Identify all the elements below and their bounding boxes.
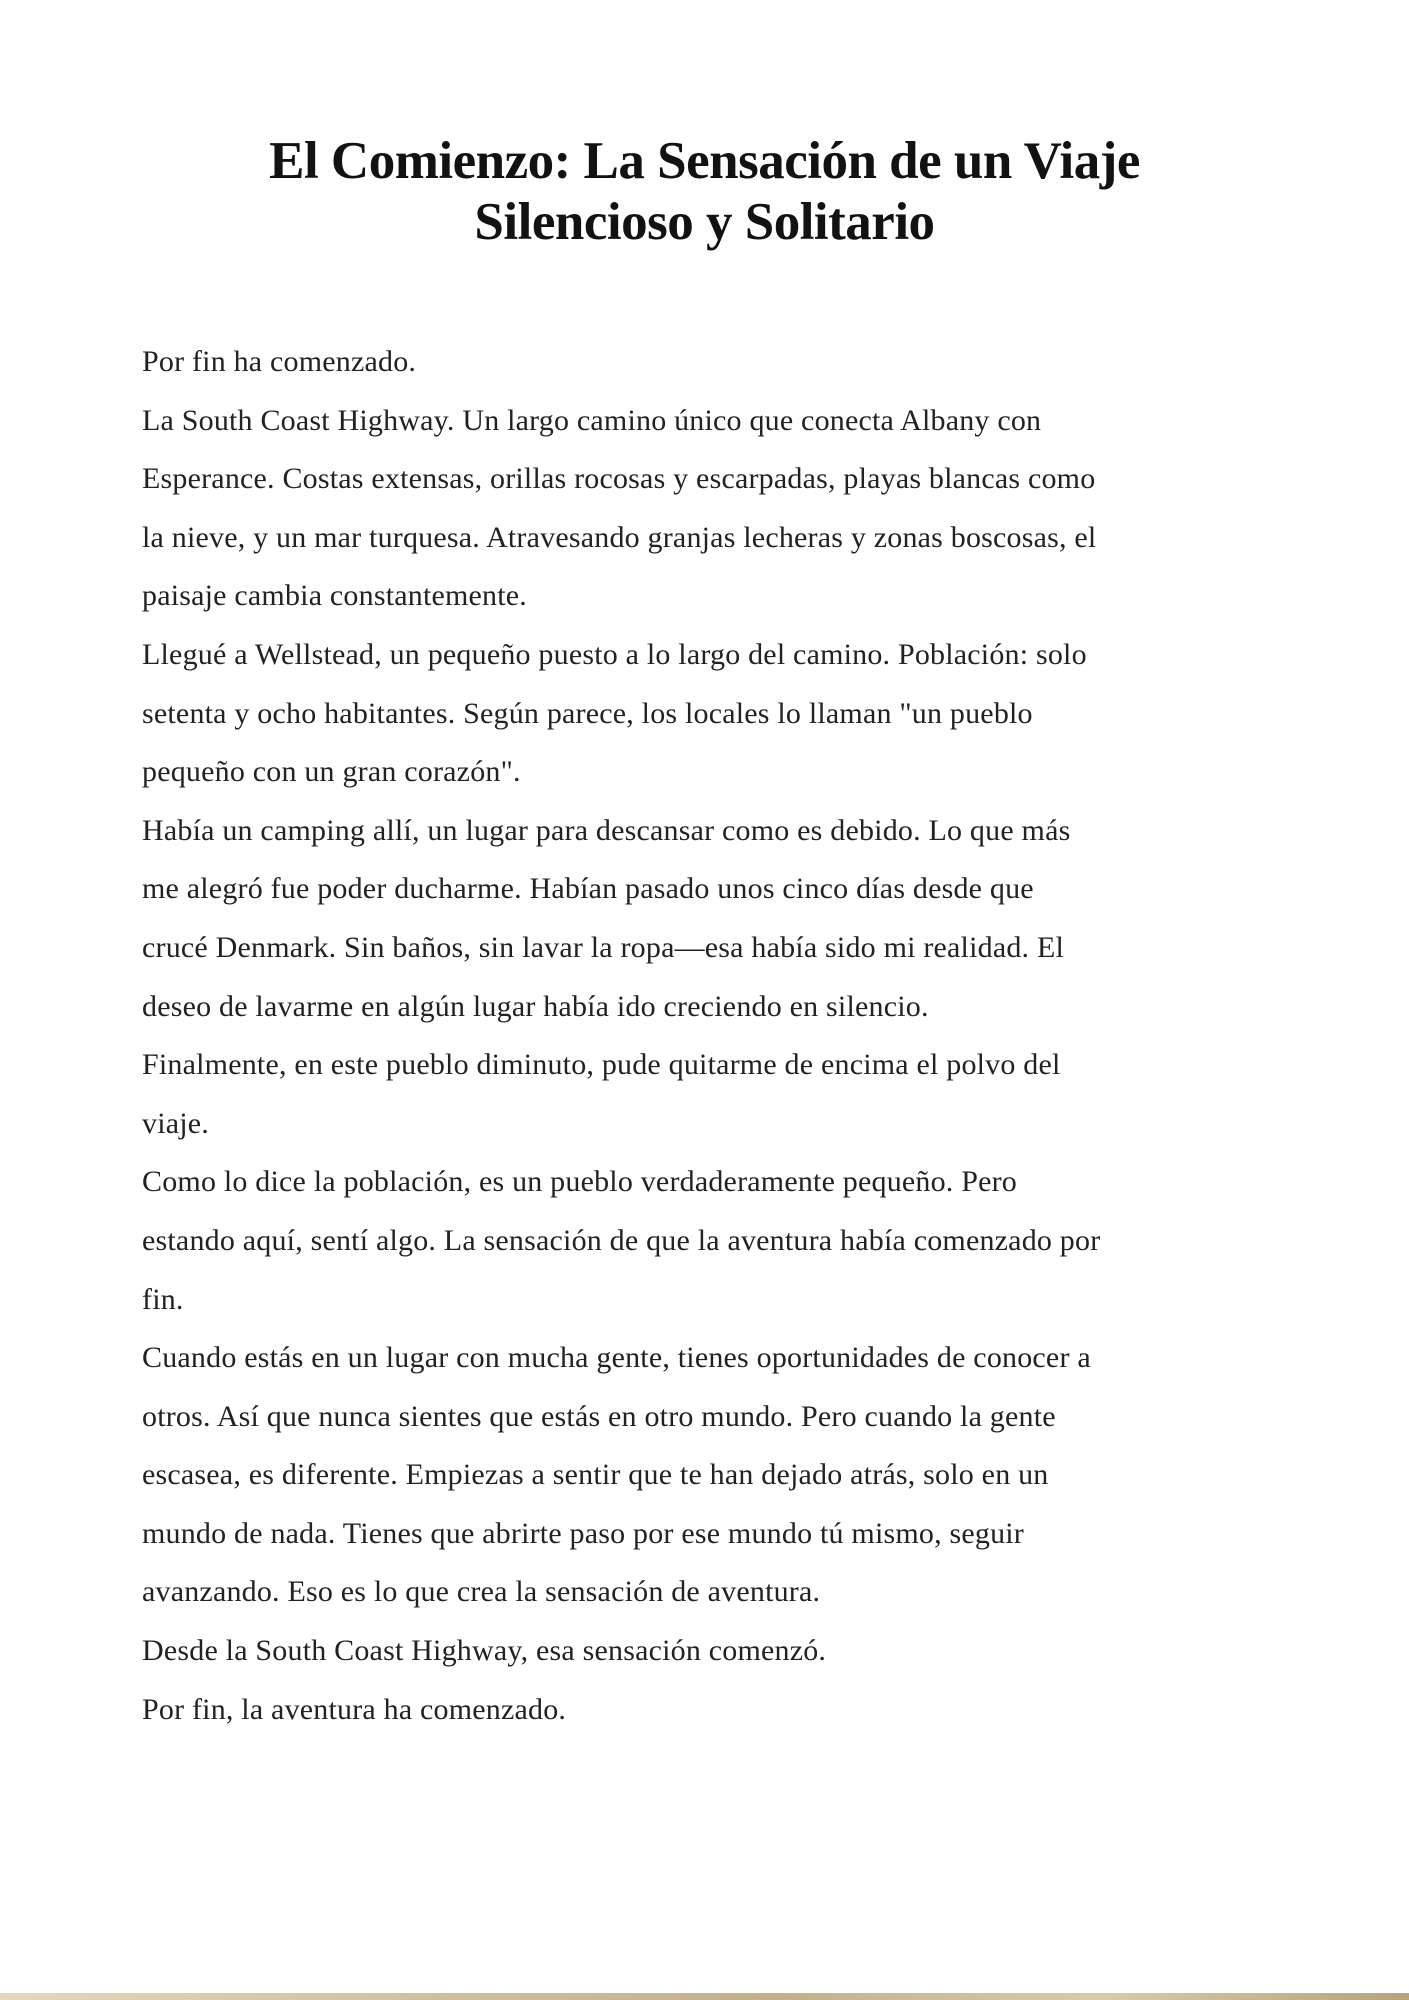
body-line: otros. Así que nunca sientes que estás en otro mundo. Pero cuando la gente xyxy=(142,1399,1056,1433)
body-line: estando aquí, sentí algo. La sensación de que la aventura había comenzado por xyxy=(142,1223,1101,1257)
body-line: fin. xyxy=(142,1282,184,1316)
body-line: Como lo dice la población, es un pueblo verdaderamente pequeño. Pero xyxy=(142,1165,1018,1199)
body-line: escasea, es diferente. Empiezas a sentir que te han dejado atrás, solo en un xyxy=(142,1458,1049,1492)
body-line: Había un camping allí, un lugar para descansar como es debido. Lo que más xyxy=(142,813,1071,847)
body-line: Desde la South Coast Highway, esa sensación comenzó. xyxy=(142,1634,827,1668)
body-line: mundo de nada. Tienes que abrirte paso por ese mundo tú mismo, seguir xyxy=(142,1516,1024,1550)
body-line: Esperance. Costas extensas, orillas rocosas y escarpadas, playas blancas como xyxy=(142,462,1096,496)
document-body xyxy=(142,333,1277,1739)
body-line: Cuando estás en un lugar con mucha gente, tienes oportunidades de conocer a xyxy=(142,1341,1091,1375)
body-line: Por fin, la aventura ha comenzado. xyxy=(142,1692,567,1726)
body-line: Llegué a Wellstead, un pequeño puesto a lo largo del camino. Población: solo xyxy=(142,637,1087,671)
paragraph xyxy=(142,1329,1277,1622)
body-line: La South Coast Highway. Un largo camino único que conecta Albany con xyxy=(142,403,1042,437)
paragraph xyxy=(142,392,1277,626)
body-line: viaje. xyxy=(142,1106,210,1140)
body-line: paisaje cambia constantemente. xyxy=(142,579,527,613)
body-line: crucé Denmark. Sin baños, sin lavar la ropa—esa había sido mi realidad. El xyxy=(142,930,1065,964)
page-title-line-1: El Comienzo: La Sensación de un Viaje xyxy=(269,132,1140,190)
body-line: Por fin ha comenzado. xyxy=(142,345,417,378)
body-line: me alegró fue poder ducharme. Habían pasado unos cinco días desde que xyxy=(142,872,1034,906)
page-title-line-2: Silencioso y Solitario xyxy=(474,193,935,251)
paragraph xyxy=(142,626,1277,802)
body-line: Finalmente, en este pueblo diminuto, pude quitarme de encima el polvo del xyxy=(142,1048,1061,1082)
paragraph xyxy=(142,1036,1277,1153)
body-line: avanzando. Eso es lo que crea la sensación de aventura. xyxy=(142,1575,821,1609)
paragraph xyxy=(142,1153,1277,1329)
body-line: deseo de lavarme en algún lugar había ido creciendo en silencio. xyxy=(142,989,929,1023)
body-line: la nieve, y un mar turquesa. Atravesando granjas lecheras y zonas boscosas, el xyxy=(142,520,1097,554)
paragraph xyxy=(142,1681,1277,1740)
page-title xyxy=(0,131,1409,253)
paragraph xyxy=(142,333,1277,392)
bottom-photo-edge xyxy=(0,1993,1409,2000)
paragraph xyxy=(142,1622,1277,1681)
body-line: pequeño con un gran corazón". xyxy=(142,755,521,789)
paragraph xyxy=(142,802,1277,1036)
body-line: setenta y ocho habitantes. Según parece, los locales lo llaman "un pueblo xyxy=(142,696,1033,730)
